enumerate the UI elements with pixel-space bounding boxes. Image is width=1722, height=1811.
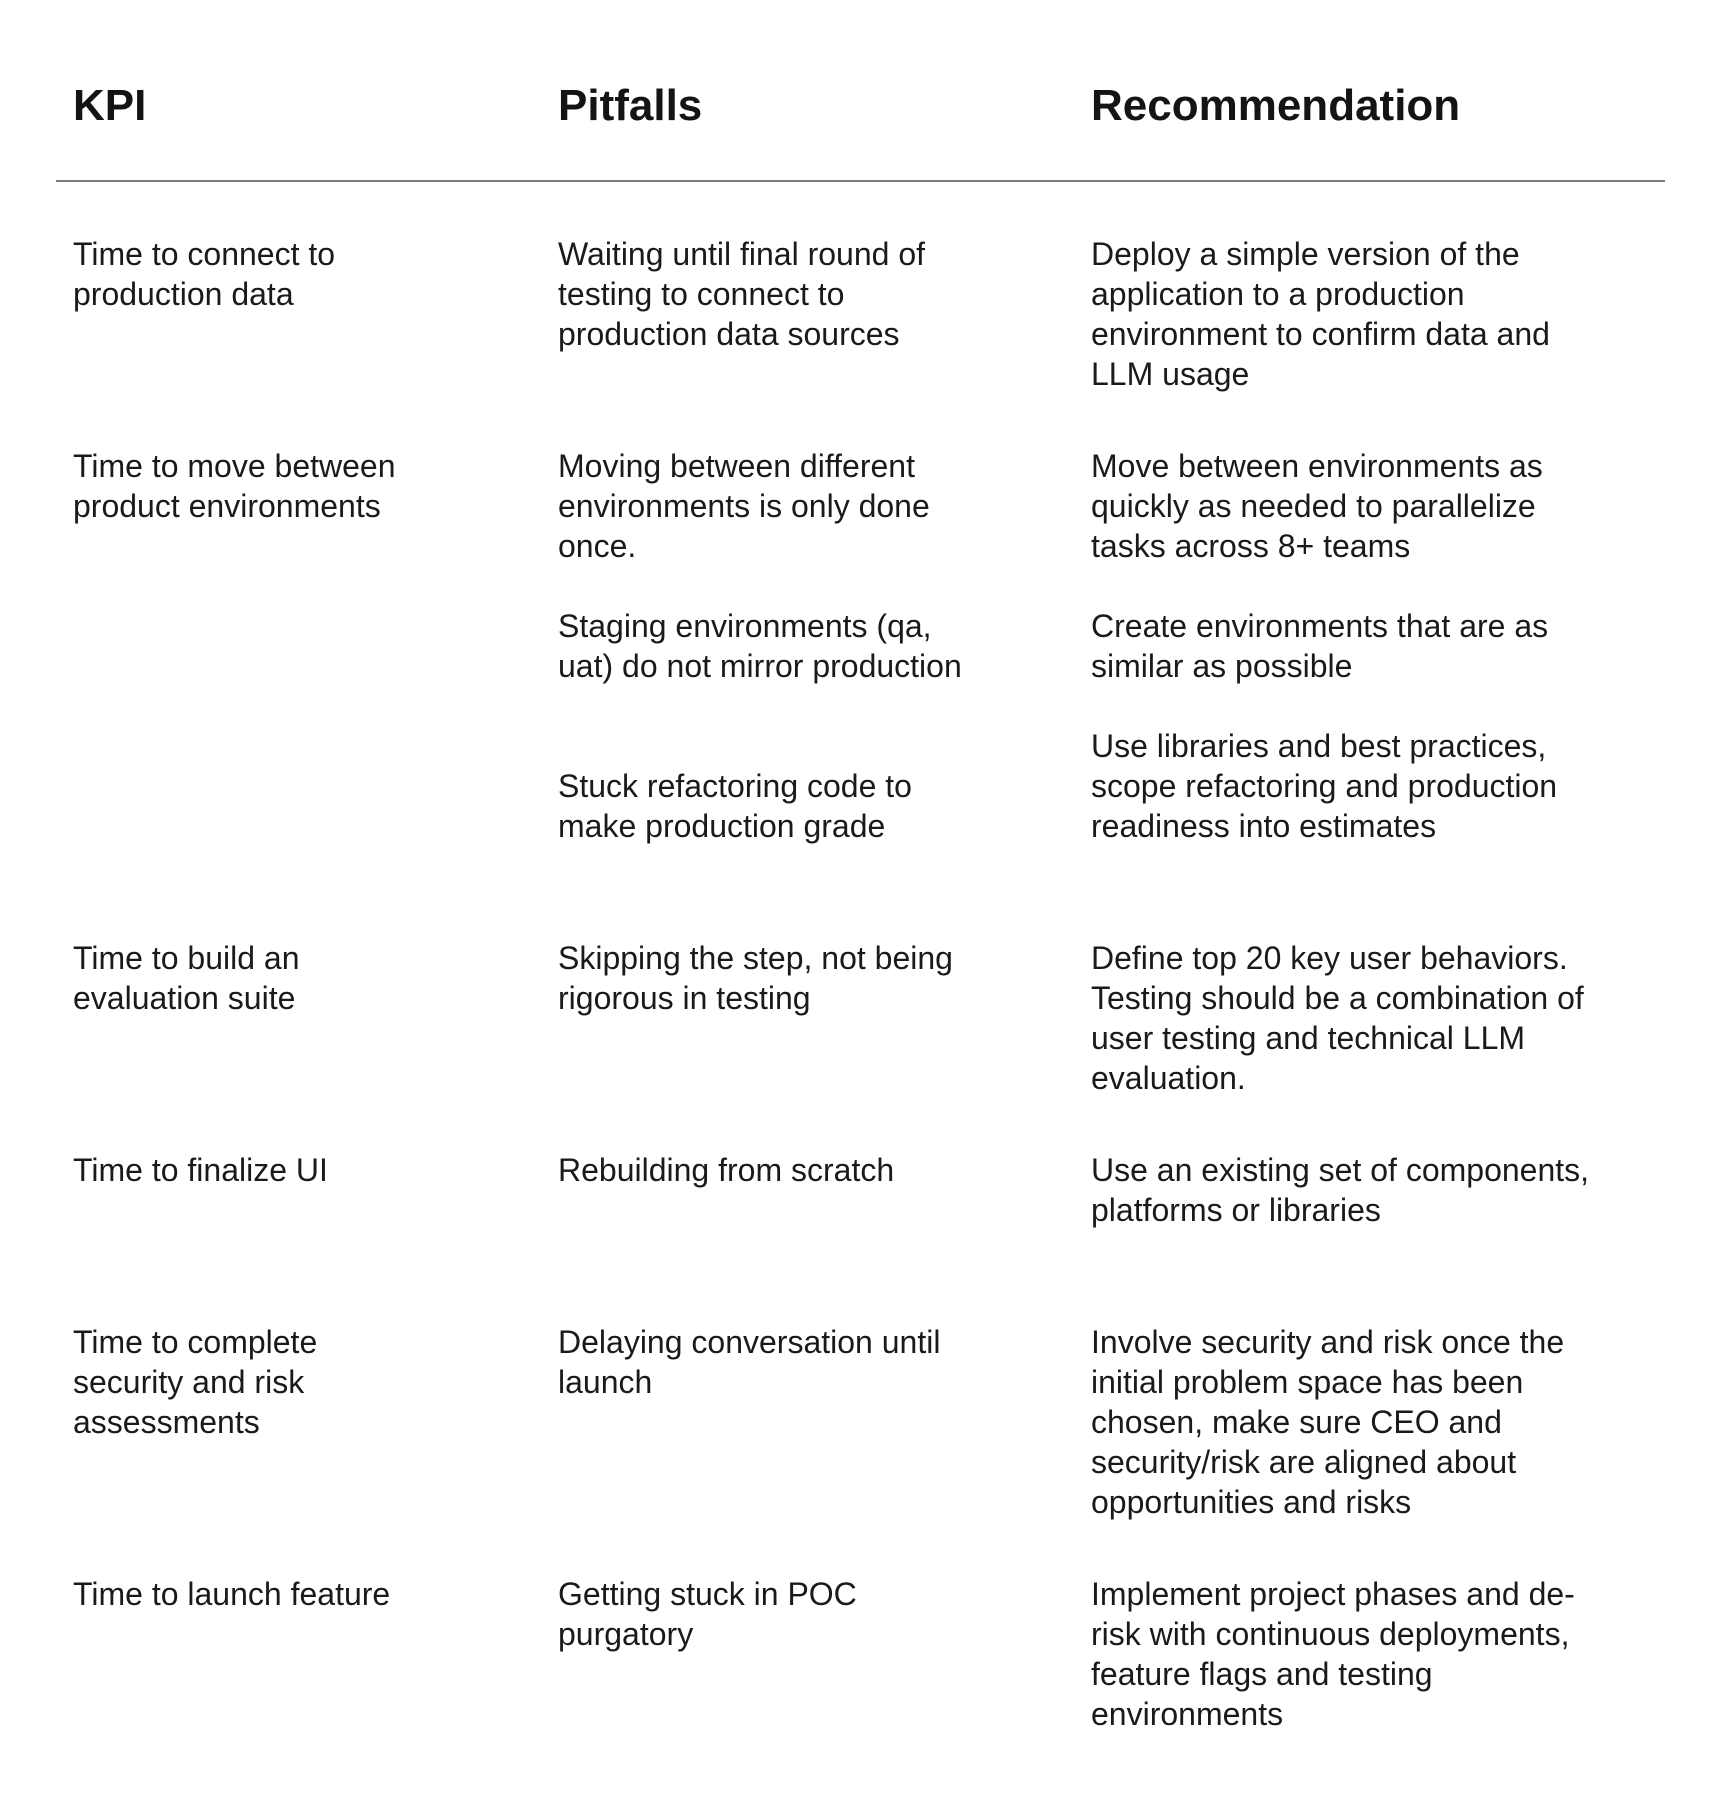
row-2-pitfall-3: Stuck refactoring code to make production grade: [558, 768, 912, 844]
row-5-kpi: Time to complete security and risk assessments: [73, 1324, 318, 1440]
table-header: [0, 0, 1722, 182]
row-2-pitfall-1: Moving between different environments is only done once.: [558, 448, 930, 564]
row-1-pitfall: Waiting until final round of testing to connect to production data sources: [558, 236, 926, 352]
row-5-pitfall: Delaying conversation until launch: [558, 1324, 941, 1400]
header-divider: [56, 180, 1665, 182]
row-4-recommendation: Use an existing set of components, platforms or libraries: [1091, 1152, 1590, 1228]
row-2-recommendation-2: Create environments that are as similar as possible: [1091, 608, 1549, 684]
row-4-pitfall: Rebuilding from scratch: [558, 1152, 895, 1188]
row-3-recommendation: Define top 20 key user behaviors. Testing should be a combination of user testing and technical LLM evaluation.: [1091, 940, 1584, 1096]
row-2-recommendation-3: Use libraries and best practices, scope refactoring and production readiness into estimates: [1091, 728, 1558, 844]
row-2-recommendation-1: Move between environments as quickly as needed to parallelize tasks across 8+ teams: [1091, 448, 1543, 564]
row-3-pitfall: Skipping the step, not being rigorous in testing: [558, 940, 953, 1016]
row-6-kpi: Time to launch feature: [73, 1576, 391, 1612]
row-4-kpi: Time to finalize UI: [73, 1152, 328, 1188]
header-recommendation: Recommendation: [1091, 81, 1461, 130]
header-pitfalls: Pitfalls: [558, 81, 703, 130]
header-kpi: KPI: [73, 81, 147, 130]
row-1-kpi: Time to connect to production data: [73, 236, 336, 312]
row-2-pitfall-2: Staging environments (qa, uat) do not mirror production: [558, 608, 962, 684]
row-2-kpi: Time to move between product environments: [73, 448, 396, 524]
row-5-recommendation: Involve security and risk once the initial problem space has been chosen, make sure CEO and security/risk are aligned about opportunities and risks: [1091, 1324, 1565, 1520]
row-6-recommendation: Implement project phases and de-risk with continuous deployments, feature flags and testing environments: [1091, 1576, 1575, 1732]
row-6-pitfall: Getting stuck in POC purgatory: [558, 1576, 857, 1652]
row-3-kpi: Time to build an evaluation suite: [73, 940, 300, 1016]
row-1-recommendation: Deploy a simple version of the application to a production environment to confirm data and LLM usage: [1091, 236, 1550, 392]
